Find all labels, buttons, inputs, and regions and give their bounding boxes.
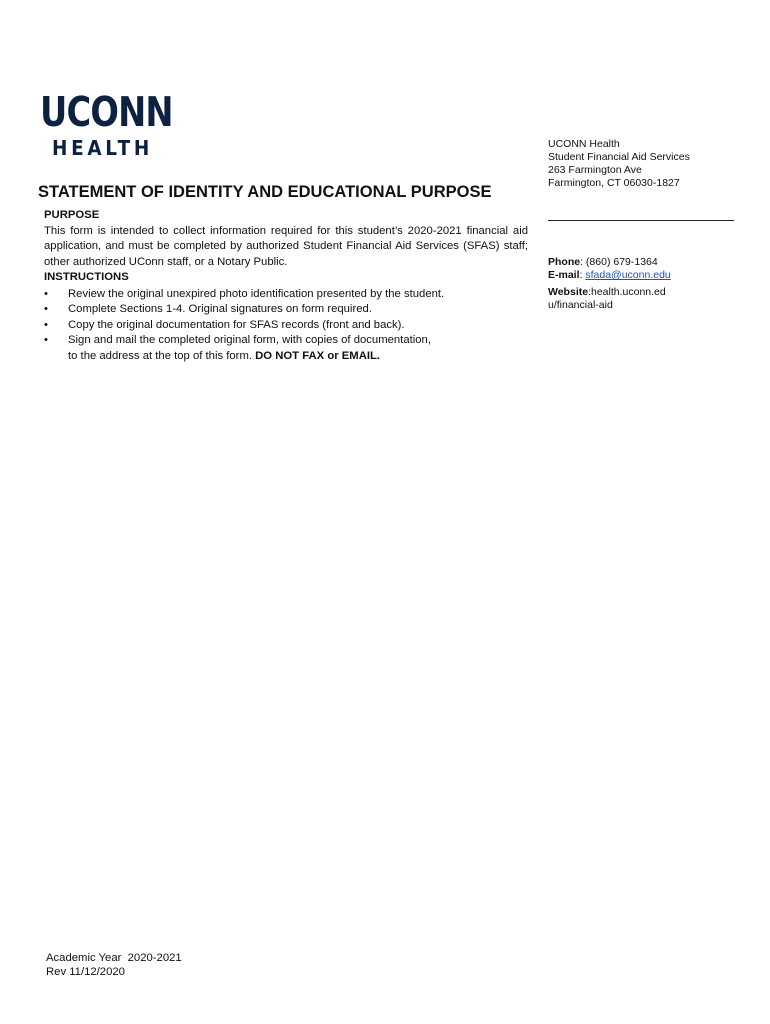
contact-sidebar — [548, 138, 738, 312]
instructions-list — [44, 287, 528, 365]
email-link[interactable]: sfada@uconn.edu — [585, 269, 671, 281]
bullet-icon: • — [44, 318, 48, 331]
instructions-heading: INSTRUCTIONS — [44, 271, 129, 283]
purpose-text: This form is intended to collect information required for this student’s 2020-2021 financial aid application, and must be completed by authorized Student Financial Aid Services (SFAS) staff; other authorized UConn staff, or a Notary Public. — [44, 224, 528, 268]
website-label: Website — [548, 286, 589, 298]
bullet-icon: • — [44, 334, 48, 346]
instruction-item — [44, 302, 528, 318]
bullet-icon: • — [44, 287, 48, 300]
logo-health-text: HEALTH — [52, 136, 153, 160]
instruction-text: Complete Sections 1-4. Original signatures on form required. — [68, 303, 372, 315]
uconn-health-logo — [40, 88, 202, 160]
website-value: :health.uconn.ed — [588, 286, 666, 298]
logo-uconn-text: UCONN — [40, 88, 173, 136]
purpose-heading: PURPOSE — [44, 209, 100, 221]
address-line: Student Financial Aid Services — [548, 151, 690, 163]
contact-info — [548, 256, 738, 312]
revision-date: Rev 11/12/2020 — [46, 966, 125, 978]
website-value-continued: u/financial-aid — [548, 299, 613, 311]
instruction-text: Copy the original documentation for SFAS records (front and back). — [68, 318, 405, 331]
bullet-icon: • — [44, 303, 48, 315]
website-line — [548, 286, 738, 299]
email-label: E-mail — [548, 269, 580, 281]
phone-line — [548, 256, 738, 269]
mailing-address — [548, 138, 738, 190]
instruction-text-continued: to the address at the top of this form. — [68, 349, 256, 362]
sidebar-divider — [548, 220, 734, 221]
address-line: 263 Farmington Ave — [548, 164, 642, 176]
instruction-text: Review the original unexpired photo identification presented by the student. — [68, 287, 445, 300]
phone-value: : (860) 679-1364 — [580, 256, 658, 268]
form-body — [44, 208, 528, 364]
instruction-item — [44, 287, 528, 303]
form-title: STATEMENT OF IDENTITY AND EDUCATIONAL PURPOSE — [38, 183, 492, 201]
email-line — [548, 269, 738, 282]
address-line: UCONN Health — [548, 138, 620, 150]
address-line: Farmington, CT 06030-1827 — [548, 177, 680, 189]
email-separator: : — [579, 269, 586, 281]
form-footer — [46, 951, 182, 979]
no-fax-warning: DO NOT FAX or EMAIL. — [255, 349, 381, 362]
phone-label: Phone — [548, 256, 581, 268]
instruction-item — [44, 333, 528, 364]
instruction-text: Sign and mail the completed original form, with copies of documentation, — [68, 334, 431, 346]
academic-year: Academic Year 2020-2021 — [46, 952, 182, 964]
instruction-item — [44, 318, 528, 334]
